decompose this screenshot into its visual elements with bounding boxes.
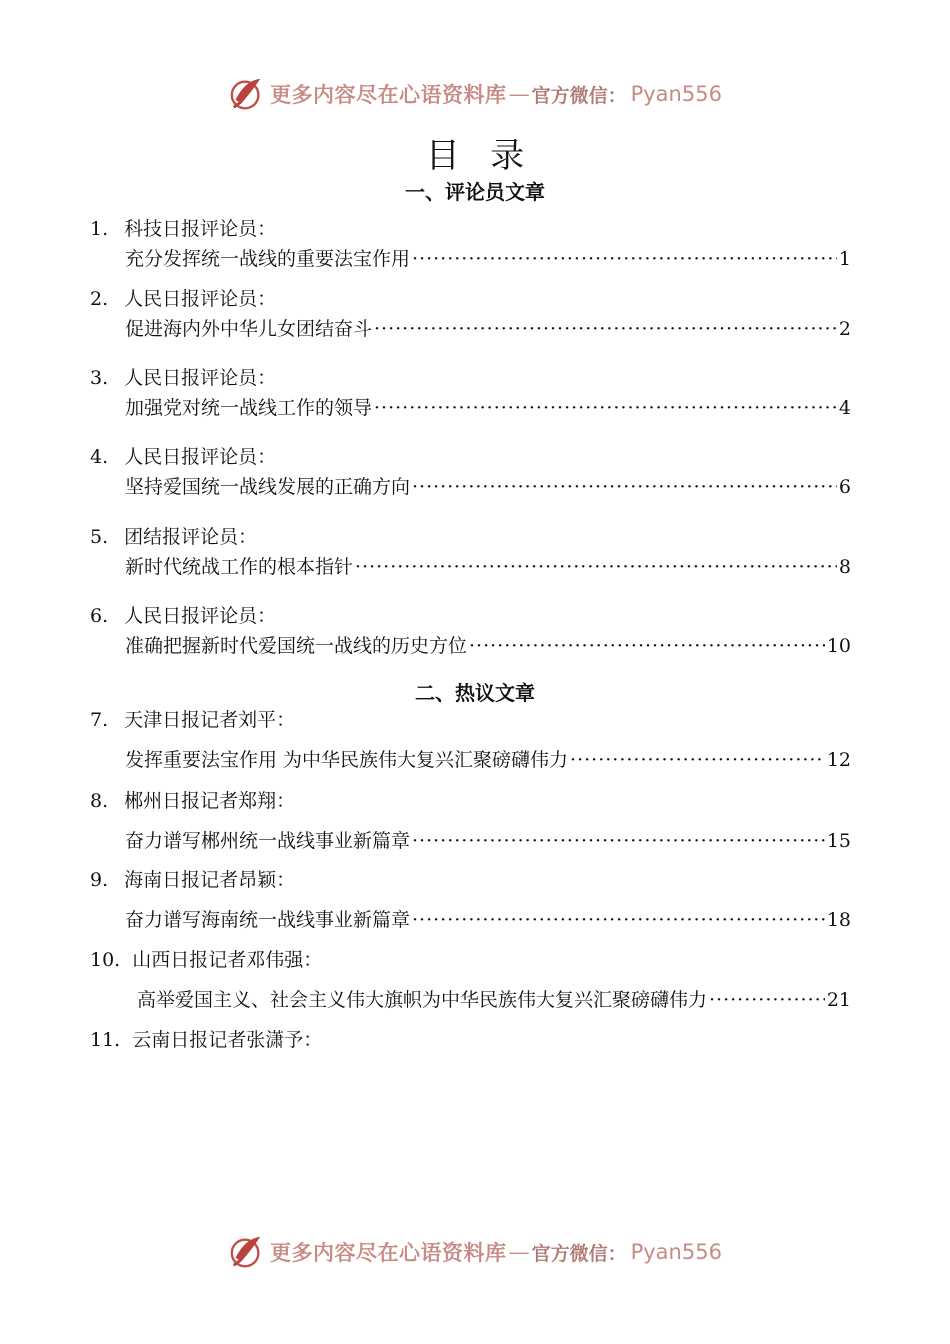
toc-entry-number: 8.	[90, 790, 109, 812]
section-heading-1: 一、评论员文章	[405, 180, 545, 204]
toc-page-number: 2	[838, 318, 851, 340]
toc-entry-number: 1.	[90, 218, 109, 240]
banner-dash: —	[508, 82, 530, 106]
toc-entry-number: 6.	[90, 605, 109, 627]
banner-wechat-id: Pyan556	[630, 1240, 722, 1264]
banner-main-text: 更多内容尽在心语资料库	[270, 82, 507, 107]
toc-leader-dots	[374, 394, 837, 422]
toc-entry-number: 3.	[90, 367, 109, 389]
toc-entry-source-text: 人民日报评论员：	[124, 605, 277, 627]
toc-entry-title: 奋力谱写海南统一战线事业新篇章	[125, 909, 411, 931]
toc-entry-link[interactable]	[125, 315, 851, 343]
section-heading-2: 二、热议文章	[415, 681, 535, 705]
toc-page-number: 10	[826, 635, 851, 657]
toc-entry-source	[90, 364, 276, 392]
toc-entry-source	[90, 866, 295, 894]
toc-entry-source-text: 云南日报记者张潇予：	[132, 1029, 323, 1051]
toc-leader-dots	[709, 986, 825, 1014]
toc-entry-title: 促进海内外中华儿女团结奋斗	[125, 318, 373, 340]
banner-sub-text: 官方微信：	[531, 1242, 627, 1265]
toc-entry-title: 新时代统战工作的根本指针	[125, 556, 354, 578]
toc-leader-dots	[570, 746, 825, 774]
toc-entry-source	[90, 787, 295, 815]
pen-nib-logo-icon	[228, 1233, 266, 1271]
toc-entry-number: 2.	[90, 288, 109, 310]
banner-dash: —	[508, 1240, 530, 1264]
toc-entry-link[interactable]	[125, 394, 851, 422]
toc-entry-source	[90, 523, 257, 551]
toc-entry-title: 发挥重要法宝作用 为中华民族伟大复兴汇聚磅礴伟力	[125, 749, 569, 771]
toc-entry-title: 充分发挥统一战线的重要法宝作用	[125, 248, 411, 270]
toc-entry-source	[90, 602, 276, 630]
toc-leader-dots	[412, 827, 825, 855]
toc-entry-source-text: 天津日报记者刘平：	[124, 709, 296, 731]
toc-entry-link[interactable]	[125, 632, 851, 660]
toc-entry-source-text: 科技日报评论员：	[124, 218, 277, 240]
toc-leader-dots	[469, 632, 825, 660]
toc-entry-link[interactable]	[137, 986, 851, 1014]
toc-entry-title: 高举爱国主义、社会主义伟大旗帜为中华民族伟大复兴汇聚磅礴伟力	[137, 989, 708, 1011]
toc-page-number: 12	[826, 749, 851, 771]
toc-entry-link[interactable]	[125, 473, 851, 501]
toc-leader-dots	[412, 473, 837, 501]
toc-entry-source-text: 海南日报记者昂颖：	[124, 869, 296, 891]
footer-watermark	[0, 1230, 950, 1274]
toc-entry-source-text: 山西日报记者邓伟强：	[132, 949, 323, 971]
toc-entry-link[interactable]	[125, 827, 851, 855]
toc-page-number: 6	[838, 476, 851, 498]
banner-wechat-id: Pyan556	[630, 82, 722, 106]
toc-entry-source	[90, 443, 276, 471]
pen-nib-logo-icon	[228, 75, 266, 113]
toc-entry-source	[90, 285, 276, 313]
toc-entry-number: 11.	[90, 1029, 121, 1051]
toc-entry-source-text: 人民日报评论员：	[124, 446, 277, 468]
toc-entry-link[interactable]	[125, 245, 851, 273]
toc-entry-title: 加强党对统一战线工作的领导	[125, 397, 373, 419]
header-watermark	[0, 72, 950, 116]
toc-page-number: 1	[838, 248, 851, 270]
toc-entry-link[interactable]	[125, 553, 851, 581]
toc-page-number: 4	[838, 397, 851, 419]
toc-entry-source-text: 郴州日报记者郑翔：	[124, 790, 296, 812]
toc-page-number: 18	[826, 909, 851, 931]
toc-entry-source	[90, 1026, 322, 1054]
toc-entry-number: 10.	[90, 949, 121, 971]
toc-entry-number: 9.	[90, 869, 109, 891]
toc-page-number: 8	[838, 556, 851, 578]
page-title: 目录	[425, 136, 555, 176]
toc-entry-source	[90, 706, 295, 734]
toc-leader-dots	[412, 906, 825, 934]
toc-entry-link[interactable]	[125, 746, 851, 774]
toc-entry-number: 4.	[90, 446, 109, 468]
toc-page-number: 21	[826, 989, 851, 1011]
toc-entry-number: 5.	[90, 526, 109, 548]
toc-entry-title: 坚持爱国统一战线发展的正确方向	[125, 476, 411, 498]
toc-page-number: 15	[826, 830, 851, 852]
toc-entry-source	[90, 215, 276, 243]
toc-entry-title: 准确把握新时代爱国统一战线的历史方位	[125, 635, 468, 657]
banner-sub-text: 官方微信：	[531, 84, 627, 107]
toc-leader-dots	[355, 553, 837, 581]
toc-leader-dots	[374, 315, 837, 343]
toc-entry-source	[90, 946, 322, 974]
toc-entry-number: 7.	[90, 709, 109, 731]
toc-entry-source-text: 团结报评论员：	[124, 526, 258, 548]
banner-main-text: 更多内容尽在心语资料库	[270, 1240, 507, 1265]
toc-entry-title: 奋力谱写郴州统一战线事业新篇章	[125, 830, 411, 852]
toc-entry-source-text: 人民日报评论员：	[124, 367, 277, 389]
toc-entry-source-text: 人民日报评论员：	[124, 288, 277, 310]
toc-leader-dots	[412, 245, 837, 273]
toc-entry-link[interactable]	[125, 906, 851, 934]
